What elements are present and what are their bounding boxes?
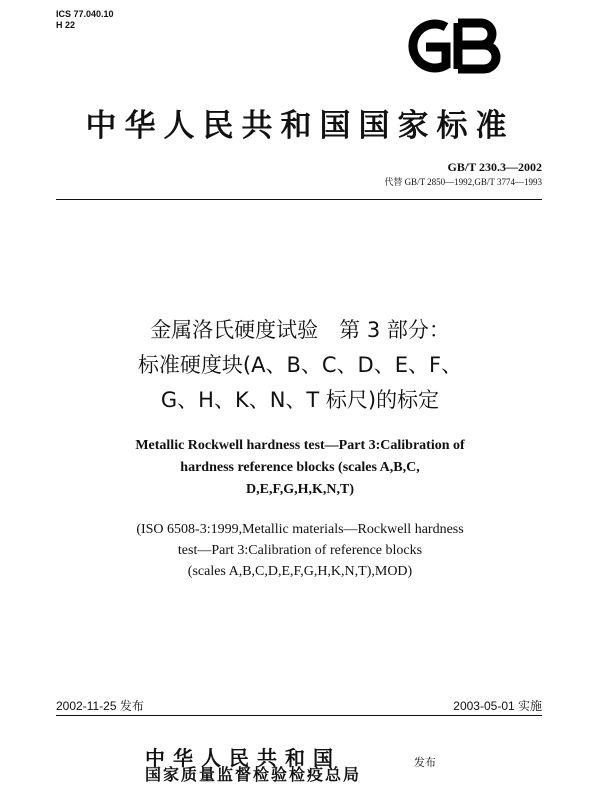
standard-title: 中华人民共和国国家标准 xyxy=(85,108,515,144)
title-zh-line2: 标准硬度块(A、B、C、D、E、F、 xyxy=(137,353,463,377)
title-en-line1: Metallic Rockwell hardness test—Part 3:Calibration of xyxy=(135,438,465,453)
issuer-line1: 中华人民共和国 xyxy=(145,746,341,770)
implementation-date: 2003-05-01 实施 xyxy=(453,699,542,713)
standard-number: GB/T 230.3—2002 xyxy=(447,160,542,174)
title-en-line3: D,E,F,G,H,K,N,T) xyxy=(246,482,354,497)
ccs-code: H 22 xyxy=(56,20,76,30)
classification-codes xyxy=(56,9,114,31)
iso-ref-line1: (ISO 6508-3:1999,Metallic materials—Rockwell hardness xyxy=(136,522,464,537)
iso-ref-line2: test—Part 3:Calibration of reference blocks xyxy=(177,543,423,558)
iso-ref-line3: (scales A,B,C,D,E,F,G,H,K,N,T),MOD) xyxy=(187,564,413,579)
gb-logo xyxy=(396,13,508,79)
issuer-line2: 国家质量监督检验检疫总局 xyxy=(145,765,362,784)
header-divider xyxy=(56,199,542,200)
issue-date: 2002-11-25 发布 xyxy=(56,699,144,713)
title-zh-line1: 金属洛氏硬度试验 第 3 部分： xyxy=(150,318,450,342)
issue-word: 发布 xyxy=(414,756,436,769)
ics-code: ICS 77.040.10 xyxy=(56,9,114,19)
replaces-note: 代替 GB/T 2850—1992,GB/T 3774—1993 xyxy=(384,177,542,187)
title-zh-line3: G、H、K、N、T 标尺)的标定 xyxy=(160,388,440,412)
footer-divider xyxy=(56,715,542,716)
title-en-line2: hardness reference blocks (scales A,B,C, xyxy=(180,460,420,475)
